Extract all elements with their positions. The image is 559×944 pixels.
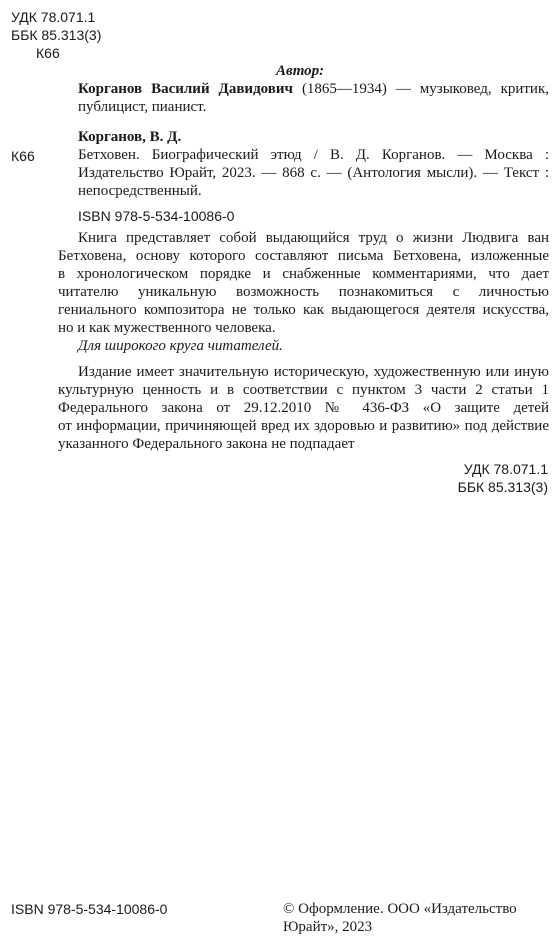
legal-notice-line: указанного Федерального закона не подпадает <box>58 436 355 452</box>
author-description-line-2: публицист, пианист. <box>78 99 207 115</box>
bib-author-mark: К66 <box>11 148 35 164</box>
bib-author-heading: Корганов, В. Д. <box>78 129 182 145</box>
footer-copyright-line-2: Юрайт», 2023 <box>283 919 373 935</box>
bbk-code-bottom: ББК 85.313(3) <box>457 479 548 495</box>
bib-description-line-1: Бетховен. Биографический этюд / В. Д. Корганов. — Москва : <box>78 147 549 163</box>
legal-notice-line: культурную ценность и в соответствии с пунктом 3 части 2 статьи 1 <box>58 382 549 398</box>
annotation-line: гениального композитора не только как выдающегося деятеля искусства, <box>58 302 549 318</box>
audience-note: Для широкого круга читателей. <box>78 338 283 354</box>
footer-copyright-line-1: © Оформление. ООО «Издательство <box>283 901 517 917</box>
annotation-line: в хронологическом порядке и снабженные комментариями, что дает <box>58 266 549 282</box>
bib-description-line-2: Издательство Юрайт, 2023. — 868 с. — (Антология мысли). — Текст : <box>78 165 549 181</box>
legal-notice-line: от информации, причиняющей вред их здоровью и развитию» под действие <box>58 418 549 434</box>
legal-notice-line: Федерального закона от 29.12.2010 № 436-ФЗ «О защите детей <box>58 400 549 416</box>
annotation-line: читателю уникальную возможность познакомиться с личностью <box>58 284 549 300</box>
author-name: Корганов Василий Давидович <box>78 81 293 97</box>
bib-description-line-3: непосредственный. <box>78 183 202 199</box>
bib-isbn: ISBN 978-5-534-10086-0 <box>78 208 235 224</box>
bbk-code-top: ББК 85.313(3) <box>11 27 102 43</box>
author-heading: Автор: <box>276 63 325 79</box>
author-mark-top: К66 <box>36 45 60 61</box>
udk-code-bottom: УДК 78.071.1 <box>463 461 548 477</box>
annotation-line: Книга представляет собой выдающийся труд о жизни Людвига ван <box>78 230 549 246</box>
udk-code-top: УДК 78.071.1 <box>11 9 96 25</box>
legal-notice-line: Издание имеет значительную историческую, художественную или иную <box>78 364 549 380</box>
annotation-line: Бетховена, основу которого составляют письма Бетховена, изложенные <box>58 248 549 264</box>
footer-isbn: ISBN 978-5-534-10086-0 <box>11 901 168 917</box>
author-dates-desc: (1865—1934) — музыковед, критик, <box>301 81 550 97</box>
annotation-line: но и как мужественного человека. <box>58 320 276 336</box>
